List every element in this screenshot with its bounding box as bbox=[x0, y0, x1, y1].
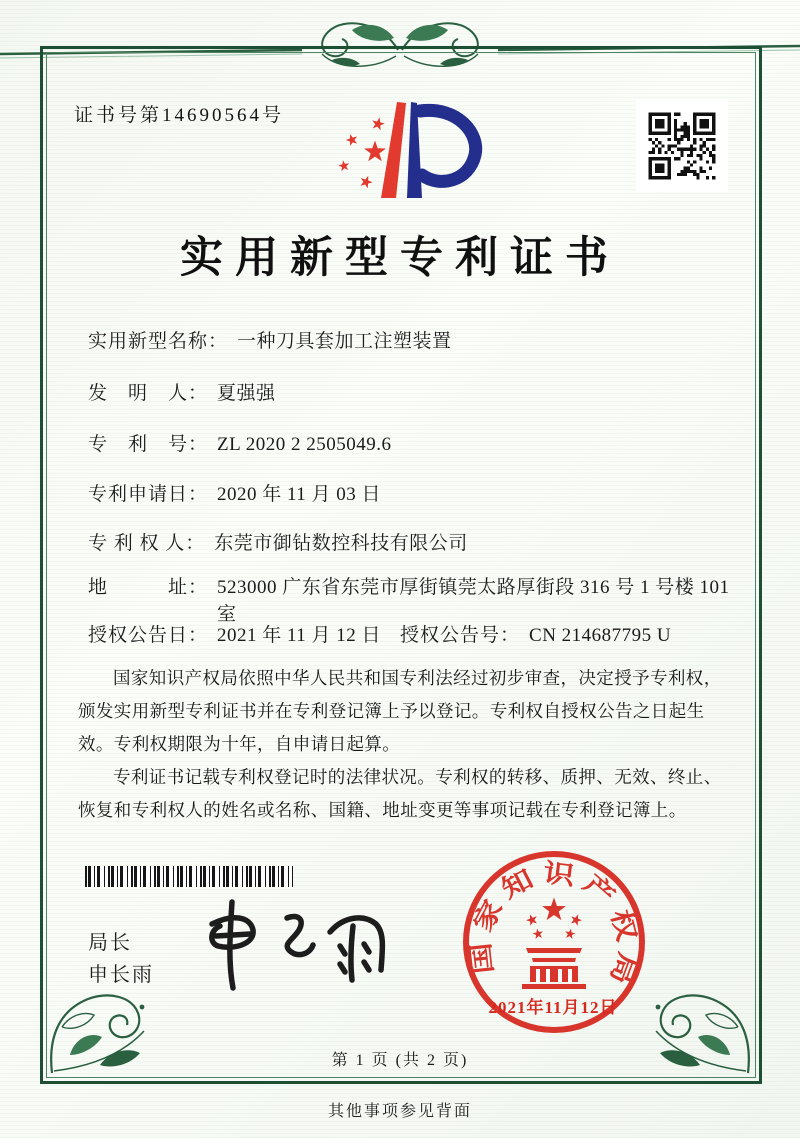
field-label: 专利申请日： bbox=[88, 484, 209, 505]
field-label: 专 利 权 人： bbox=[88, 533, 206, 554]
logo-stars bbox=[338, 116, 386, 189]
field-value: 一种刀具套加工注塑装置 bbox=[237, 331, 452, 352]
field-value: CN 214687795 U bbox=[529, 625, 672, 646]
field-label: 地 址： bbox=[88, 577, 209, 598]
logo-red-blade bbox=[381, 102, 406, 198]
field-filing-date bbox=[88, 481, 730, 508]
field-patentee bbox=[88, 530, 730, 557]
seal-emblem-icon bbox=[522, 898, 586, 990]
field-label: 授权公告日： bbox=[88, 625, 209, 646]
field-label: 发 明 人： bbox=[88, 383, 209, 404]
back-side-note: 其他事项参见背面 bbox=[327, 1103, 472, 1120]
barcode bbox=[85, 866, 293, 887]
director-signature bbox=[192, 888, 402, 996]
legal-paragraph-2: 专利证书记载专利权登记时的法律状况。专利权的转移、质押、无效、终止、恢复和专利权人的姓名或名称、国籍、地址变更等事项记载在专利登记簿上。 bbox=[78, 766, 722, 820]
logo-p-bowl bbox=[420, 110, 476, 181]
page-number: 第 1 页 (共 2 页) bbox=[331, 1052, 469, 1069]
director-name: 申长雨 bbox=[88, 964, 154, 986]
field-patent-number bbox=[88, 431, 730, 458]
field-label: 实用新型名称： bbox=[88, 331, 229, 352]
field-label: 授权公告号： bbox=[400, 625, 521, 646]
seal-ring-text: 国家知识产权局 bbox=[466, 858, 643, 989]
legal-text bbox=[78, 662, 726, 826]
field-inventor bbox=[88, 380, 730, 407]
qr-code bbox=[636, 100, 728, 192]
certificate-title: 实用新型专利证书 bbox=[180, 235, 620, 282]
director-title: 局长 bbox=[88, 932, 132, 954]
field-label: 专 利 号： bbox=[88, 434, 209, 455]
field-value: ZL 2020 2 2505049.6 bbox=[217, 434, 392, 455]
field-value: 2020 年 11 月 03 日 bbox=[217, 484, 382, 505]
field-utility-model-name bbox=[88, 328, 730, 355]
field-value: 夏强强 bbox=[217, 383, 276, 404]
field-value: 2021 年 11 月 12 日 bbox=[217, 625, 382, 646]
legal-paragraph-1: 国家知识产权局依照中华人民共和国专利法经过初步审查，决定授予专利权，颁发实用新型专利证书并在专利登记簿上予以登记。专利权自授权公告之日起生效。专利权期限为十年，自申请日起算。 bbox=[78, 668, 722, 754]
cnipa-logo-icon bbox=[328, 92, 483, 207]
field-grant-row bbox=[88, 622, 730, 649]
field-value: 523000 广东省东莞市厚街镇莞太路厚街段 316 号 1 号楼 101 室 bbox=[217, 577, 730, 625]
certificate-number: 证书号第14690564号 bbox=[74, 105, 285, 126]
field-value: 东莞市御钻数控科技有限公司 bbox=[214, 533, 468, 554]
field-address bbox=[88, 574, 730, 628]
field-grant-number bbox=[400, 622, 671, 649]
seal-date: 2021年11月12日 bbox=[488, 998, 618, 1017]
